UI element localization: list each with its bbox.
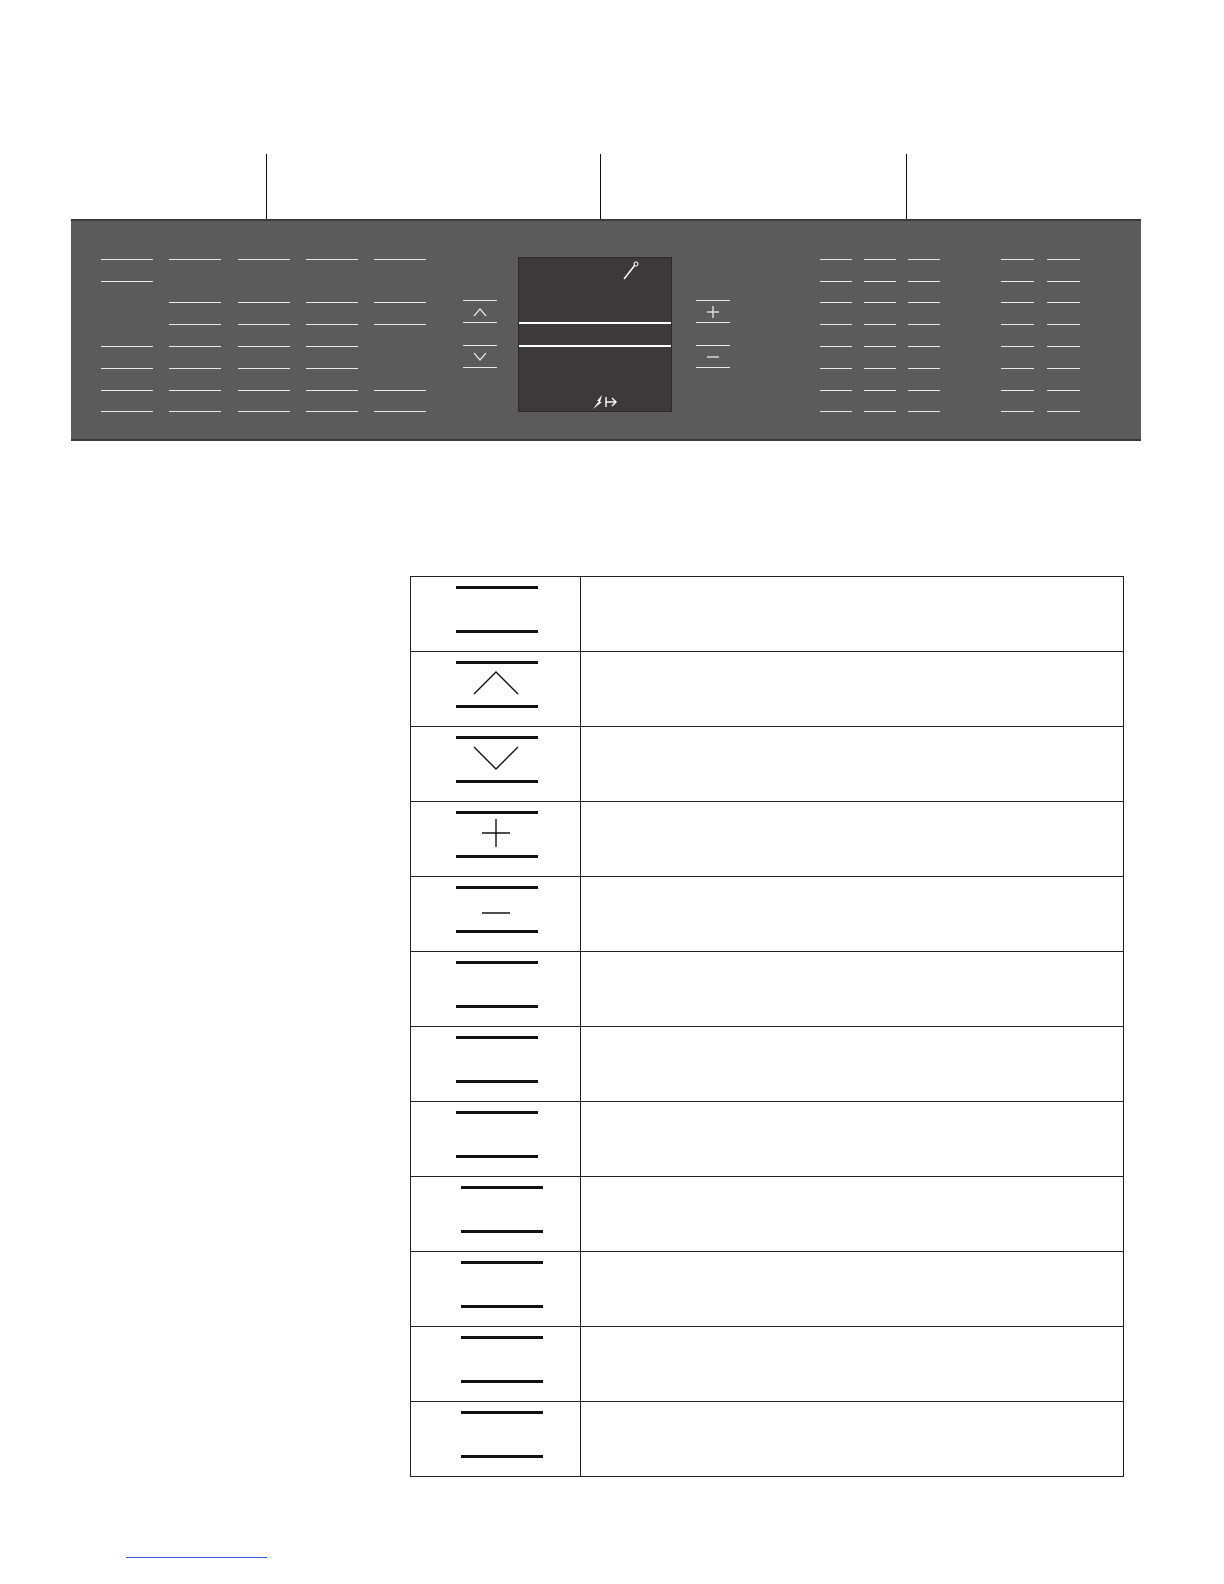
temperature-probe-icon — [593, 395, 602, 409]
sensor-key-line[interactable] — [306, 368, 358, 369]
sensor-key-top-line — [461, 1186, 543, 1189]
sensor-key-bottom-line — [461, 1305, 543, 1308]
function-key-line[interactable] — [864, 390, 896, 391]
arrow-right-from-bar-icon — [606, 397, 616, 407]
legend-row — [411, 1402, 1124, 1477]
minus-icon — [696, 345, 730, 369]
up-button[interactable] — [463, 300, 497, 324]
legend-description-cell — [580, 952, 1123, 1027]
minus-icon — [456, 891, 536, 927]
sensor-key-bottom-line — [461, 1380, 543, 1383]
sensor-key-line[interactable] — [169, 324, 221, 325]
legend-row — [411, 652, 1124, 727]
sensor-key-line[interactable] — [306, 346, 358, 347]
legend-description-cell — [580, 727, 1123, 802]
legend-symbol-cell — [411, 952, 581, 1027]
function-key-line[interactable] — [820, 368, 852, 369]
chevron-up-icon — [463, 300, 497, 324]
legend-row — [411, 802, 1124, 877]
sensor-key-line[interactable] — [306, 324, 358, 325]
sensor-key-top-line — [456, 661, 538, 664]
function-key-line[interactable] — [820, 281, 852, 282]
sensor-key-top-line — [456, 811, 538, 814]
function-key-line[interactable] — [864, 259, 896, 260]
legend-description-cell — [580, 652, 1123, 727]
legend-symbol-cell — [411, 1027, 581, 1102]
sensor-key-line[interactable] — [169, 390, 221, 391]
function-key-line[interactable] — [1047, 324, 1080, 325]
sensor-key-line[interactable] — [306, 259, 358, 260]
legend-description-cell — [580, 577, 1123, 652]
function-key-line[interactable] — [908, 390, 940, 391]
function-key-line[interactable] — [1047, 259, 1080, 260]
sensor-key-bottom-line — [456, 780, 538, 783]
sensor-key-line[interactable] — [101, 346, 153, 347]
sensor-key-top-line — [456, 1036, 538, 1039]
sensor-key-line[interactable] — [238, 411, 290, 412]
function-key-line[interactable] — [908, 324, 940, 325]
plus-icon — [456, 816, 536, 852]
down-button[interactable] — [463, 345, 497, 369]
function-key-line[interactable] — [1001, 368, 1034, 369]
sensor-key-top-line — [456, 961, 538, 964]
legend-row — [411, 877, 1124, 952]
function-key-line[interactable] — [1001, 390, 1034, 391]
legend-symbol-cell — [411, 1327, 581, 1402]
legend-row — [411, 1102, 1124, 1177]
sensor-key-line[interactable] — [306, 390, 358, 391]
sensor-key-line[interactable] — [169, 346, 221, 347]
sensor-key-line[interactable] — [238, 259, 290, 260]
chevron-down-icon — [463, 345, 497, 369]
legend-description-cell — [580, 1327, 1123, 1402]
footer-link-underline[interactable] — [126, 1557, 267, 1558]
sensor-key-line[interactable] — [374, 390, 426, 391]
sensor-key-line[interactable] — [374, 302, 426, 303]
function-key-line[interactable] — [908, 411, 940, 412]
sensor-key-line[interactable] — [238, 324, 290, 325]
legend-symbol-cell — [411, 652, 581, 727]
legend-description-cell — [580, 1402, 1123, 1477]
function-key-line[interactable] — [1047, 346, 1080, 347]
sensor-key-bottom-line — [461, 1455, 543, 1458]
function-key-line[interactable] — [908, 346, 940, 347]
sensor-key-bottom-line — [456, 705, 538, 708]
function-key-line[interactable] — [864, 281, 896, 282]
function-key-line[interactable] — [864, 302, 896, 303]
function-key-line[interactable] — [1001, 259, 1034, 260]
probe-transfer-icon — [591, 393, 625, 411]
sensor-key-line[interactable] — [169, 259, 221, 260]
function-key-line[interactable] — [864, 368, 896, 369]
sensor-key-line[interactable] — [238, 346, 290, 347]
legend-row — [411, 727, 1124, 802]
function-key-line[interactable] — [1047, 411, 1080, 412]
function-key-line[interactable] — [1047, 281, 1080, 282]
legend-row — [411, 577, 1124, 652]
legend-description-cell — [580, 877, 1123, 952]
legend-symbol-cell — [411, 802, 581, 877]
function-key-line[interactable] — [820, 346, 852, 347]
legend-row — [411, 1252, 1124, 1327]
legend-symbol-cell — [411, 1102, 581, 1177]
legend-description-cell — [580, 1027, 1123, 1102]
function-key-line[interactable] — [820, 390, 852, 391]
function-key-line[interactable] — [908, 368, 940, 369]
function-key-line[interactable] — [1001, 411, 1034, 412]
legend-description-cell — [580, 802, 1123, 877]
sensor-key-top-line — [456, 736, 538, 739]
legend-symbol-cell — [411, 1252, 581, 1327]
function-key-line[interactable] — [908, 259, 940, 260]
function-key-line[interactable] — [864, 346, 896, 347]
chevron-up-icon — [456, 666, 536, 702]
display-selection-line-bottom — [519, 345, 671, 347]
sensor-key-line[interactable] — [374, 411, 426, 412]
legend-row — [411, 952, 1124, 1027]
sensor-key-bottom-line — [456, 1080, 538, 1083]
sensor-key-bottom-line — [456, 930, 538, 933]
function-key-line[interactable] — [908, 281, 940, 282]
sensor-key-top-line — [456, 886, 538, 889]
display-screen — [518, 257, 672, 412]
sensor-key-bottom-line — [456, 1155, 538, 1158]
legend-symbol-cell — [411, 1177, 581, 1252]
function-key-line[interactable] — [1001, 281, 1034, 282]
legend-row — [411, 1027, 1124, 1102]
function-key-line[interactable] — [820, 324, 852, 325]
legend-row — [411, 1327, 1124, 1402]
sensor-key-top-line — [461, 1336, 543, 1339]
plus-icon — [696, 300, 730, 324]
sensor-key-line[interactable] — [169, 302, 221, 303]
sensor-key-line[interactable] — [101, 368, 153, 369]
sensor-key-line[interactable] — [374, 324, 426, 325]
sensor-key-top-line — [456, 1111, 538, 1114]
sensor-key-line[interactable] — [101, 281, 153, 282]
sensor-key-top-line — [461, 1411, 543, 1414]
function-key-line[interactable] — [1047, 390, 1080, 391]
function-key-line[interactable] — [1001, 324, 1034, 325]
function-key-line[interactable] — [1001, 346, 1034, 347]
temperature-probe-icon — [621, 260, 641, 282]
legend-symbol-cell — [411, 877, 581, 952]
sensor-key-line[interactable] — [101, 411, 153, 412]
function-key-line[interactable] — [820, 302, 852, 303]
function-key-line[interactable] — [1047, 368, 1080, 369]
sensor-key-line[interactable] — [169, 411, 221, 412]
function-key-line[interactable] — [1001, 302, 1034, 303]
sensor-key-top-line — [461, 1261, 543, 1264]
legend-symbol-cell — [411, 577, 581, 652]
display-selection-line-top — [519, 322, 671, 324]
legend-symbol-cell — [411, 727, 581, 802]
sensor-key-bottom-line — [456, 630, 538, 633]
function-key-line[interactable] — [820, 411, 852, 412]
function-key-line[interactable] — [864, 324, 896, 325]
sensor-key-line[interactable] — [101, 259, 153, 260]
sensor-key-top-line — [456, 586, 538, 589]
sensor-key-line[interactable] — [238, 368, 290, 369]
sensor-key-line[interactable] — [238, 390, 290, 391]
sensor-key-line[interactable] — [101, 390, 153, 391]
sensor-key-bottom-line — [461, 1230, 543, 1233]
sensor-key-line[interactable] — [306, 302, 358, 303]
sensor-key-line[interactable] — [374, 259, 426, 260]
sensor-key-line[interactable] — [169, 368, 221, 369]
minus-button[interactable] — [696, 345, 730, 369]
function-key-line[interactable] — [864, 411, 896, 412]
sensor-key-line[interactable] — [238, 302, 290, 303]
sensor-key-line[interactable] — [306, 411, 358, 412]
legend-description-cell — [580, 1252, 1123, 1327]
sensor-key-bottom-line — [456, 1005, 538, 1008]
legend-symbol-cell — [411, 1402, 581, 1477]
function-key-line[interactable] — [908, 302, 940, 303]
function-key-line[interactable] — [820, 259, 852, 260]
plus-button[interactable] — [696, 300, 730, 324]
legend-description-cell — [580, 1102, 1123, 1177]
legend-description-cell — [580, 1177, 1123, 1252]
symbol-legend-table — [410, 576, 1124, 1477]
sensor-key-bottom-line — [456, 855, 538, 858]
chevron-down-icon — [456, 741, 536, 777]
legend-row — [411, 1177, 1124, 1252]
function-key-line[interactable] — [1047, 302, 1080, 303]
